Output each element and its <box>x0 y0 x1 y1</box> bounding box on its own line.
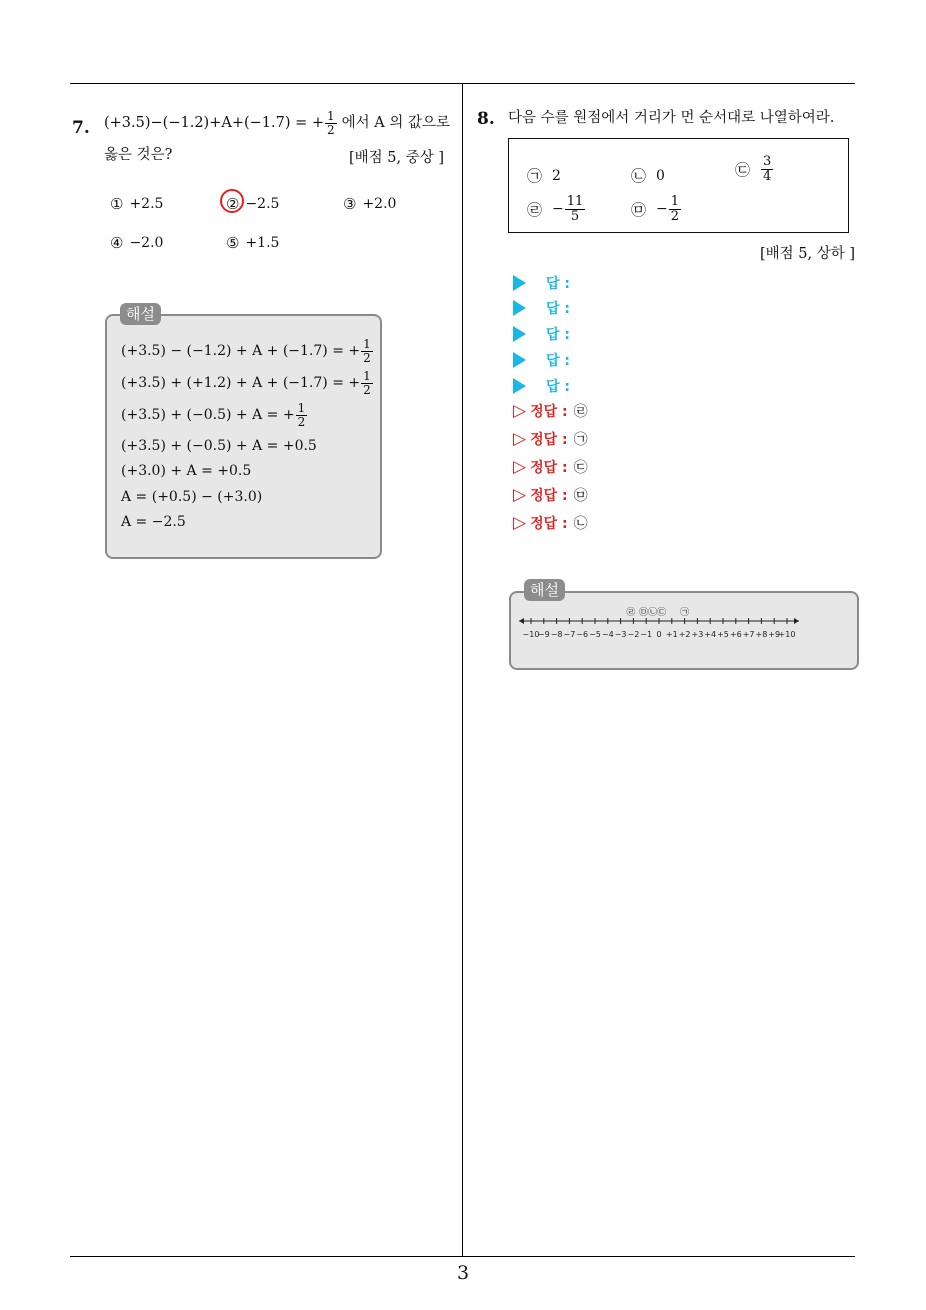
tick-label: −6 <box>576 630 589 639</box>
q8-item-5-fraction <box>669 195 681 223</box>
option-1-value: +2.5 <box>129 196 164 212</box>
answer-label: 답 : <box>546 276 570 292</box>
q8-item-5-marker: ㉤ <box>631 200 647 219</box>
q7-step-3-denominator: 2 <box>297 414 306 429</box>
q8-item-5-sign: − <box>656 201 668 218</box>
tick-label: +6 <box>729 630 742 639</box>
q7-step-2-numerator: 1 <box>363 369 371 383</box>
q7-step-4: (+3.5) + (−0.5) + A = +0.5 <box>121 438 317 454</box>
outline-triangle-icon: ▷ <box>513 457 527 477</box>
correct-label: 정답 : <box>530 488 568 504</box>
q7-stem-line1 <box>104 110 450 136</box>
q7-step-3-numerator: 1 <box>297 401 306 415</box>
q8-item-3-fraction <box>761 155 773 183</box>
q8-item-4-sign: − <box>552 201 564 218</box>
answer-label: 답 : <box>546 301 570 317</box>
q7-step-7: A = −2.5 <box>121 514 186 530</box>
number-line <box>519 609 809 649</box>
correct-value: ㉤ <box>573 488 588 504</box>
tick-label: +8 <box>755 630 768 639</box>
tick-label: −1 <box>640 630 653 639</box>
q8-item-1-value: 2 <box>552 167 561 184</box>
q7-step-3-text: (+3.5) + (−0.5) + A = + <box>121 407 295 424</box>
answer-input-4[interactable] <box>513 350 570 370</box>
play-arrow-icon <box>513 352 526 368</box>
q7-step-2-fraction <box>361 370 373 396</box>
q7-option-4[interactable] <box>110 234 163 252</box>
outline-triangle-icon: ▷ <box>513 485 527 505</box>
number-line-group <box>519 607 799 639</box>
correct-answer-3 <box>513 457 588 477</box>
q8-explanation-tag: 해설 <box>524 579 565 601</box>
correct-value: ㉡ <box>573 516 588 532</box>
q7-fraction-denominator: 2 <box>327 122 335 137</box>
q7-step-5: (+3.0) + A = +0.5 <box>121 463 252 479</box>
q8-item-3-denominator: 4 <box>763 168 772 184</box>
tick-label: +7 <box>742 630 755 639</box>
answer-label: 답 : <box>546 353 570 369</box>
tick-label: −7 <box>563 630 576 639</box>
correct-label: 정답 : <box>530 432 568 448</box>
correct-value: ㉣ <box>573 404 588 420</box>
tick-label: −2 <box>627 630 640 639</box>
arrow-right-icon <box>794 618 799 624</box>
q7-stem-line2: 옳은 것은? <box>104 147 173 163</box>
correct-value: ㉠ <box>573 432 588 448</box>
q7-step-1-fraction <box>361 338 373 364</box>
tick-label: −8 <box>550 630 563 639</box>
q8-number: 8. <box>477 109 495 129</box>
q7-meta: [배점 5, 중상 ] <box>349 150 445 166</box>
correct-answer-4 <box>513 485 588 505</box>
correct-label: 정답 : <box>530 460 568 476</box>
column-divider <box>462 83 463 1257</box>
correct-value: ㉢ <box>573 460 588 476</box>
q8-item-4-denominator: 5 <box>570 208 580 224</box>
option-3-value: +2.0 <box>362 196 397 212</box>
q8-item-5 <box>631 195 682 223</box>
correct-answer-2 <box>513 429 588 449</box>
answer-input-2[interactable] <box>513 298 570 318</box>
answer-input-5[interactable] <box>513 376 570 396</box>
tick-label: −5 <box>589 630 601 639</box>
tick-label: +10 <box>778 630 796 639</box>
tick-label: +5 <box>717 630 729 639</box>
answer-label: 답 : <box>546 327 570 343</box>
q7-option-2[interactable] <box>226 195 279 213</box>
tick-label: −10 <box>522 630 540 639</box>
point-label: ㉣ <box>626 608 636 618</box>
q7-step-2-denominator: 2 <box>363 382 371 397</box>
option-5-value: +1.5 <box>245 235 280 251</box>
play-arrow-icon <box>513 378 526 394</box>
q7-step-6: A = (+0.5) − (+3.0) <box>121 489 263 505</box>
q8-meta: [배점 5, 상하 ] <box>760 246 856 262</box>
correct-answer-5 <box>513 513 588 533</box>
tick-label: −4 <box>601 630 614 639</box>
tick-label: +1 <box>665 630 678 639</box>
q8-explanation-panel <box>509 591 859 670</box>
q8-item-4-numerator: 11 <box>566 194 584 209</box>
answer-input-1[interactable] <box>513 273 570 293</box>
correct-label: 정답 : <box>530 516 568 532</box>
answer-input-3[interactable] <box>513 324 570 344</box>
tick-label: −9 <box>537 630 550 639</box>
play-arrow-icon <box>513 326 526 342</box>
option-2-value: −2.5 <box>245 196 280 212</box>
play-arrow-icon <box>513 275 526 291</box>
point-label: ㉠ <box>680 608 690 618</box>
q7-explanation-tag: 해설 <box>120 303 161 325</box>
q7-fraction <box>325 110 337 136</box>
q8-stem: 다음 수를 원점에서 거리가 먼 순서대로 나열하여라. <box>508 110 835 126</box>
q8-item-2 <box>631 165 665 186</box>
outline-triangle-icon: ▷ <box>513 513 527 533</box>
q7-option-5[interactable] <box>226 234 279 252</box>
outline-triangle-icon: ▷ <box>513 401 527 421</box>
tick-label: +2 <box>678 630 691 639</box>
page-number: 3 <box>456 1262 470 1284</box>
q7-expression: (+3.5)−(−1.2)+A+(−1.7) = + <box>104 114 325 131</box>
q8-item-5-denominator: 2 <box>670 208 680 224</box>
q8-item-3-marker: ㉢ <box>735 160 751 179</box>
q7-number: 7. <box>72 118 90 138</box>
option-3-marker: ③ <box>343 195 357 213</box>
q7-fraction-numerator: 1 <box>327 109 335 123</box>
q7-text-after: 에서 A 의 값으로 <box>341 114 450 131</box>
tick-label: +4 <box>704 630 717 639</box>
q7-step-2 <box>121 370 374 396</box>
q8-item-2-value: 0 <box>656 167 665 184</box>
arrow-left-icon <box>519 618 524 624</box>
q7-explanation-panel <box>105 314 382 559</box>
point-label: ㉤㉡㉢ <box>639 608 667 618</box>
q7-step-1-numerator: 1 <box>363 337 371 351</box>
tick-label: −3 <box>614 630 627 639</box>
correct-label: 정답 : <box>530 404 568 420</box>
q8-item-1-marker: ㉠ <box>527 167 543 185</box>
q8-item-4-fraction <box>565 195 586 223</box>
answer-label: 답 : <box>546 379 570 395</box>
option-1-marker: ① <box>110 195 124 213</box>
tick-label: +9 <box>768 630 781 639</box>
q7-option-1[interactable] <box>110 195 163 213</box>
option-5-marker: ⑤ <box>226 234 240 252</box>
option-2-marker: ② <box>226 195 240 213</box>
q7-step-2-text: (+3.5) + (+1.2) + A + (−1.7) = + <box>121 375 361 392</box>
option-4-value: −2.0 <box>129 235 164 251</box>
q8-item-3-numerator: 3 <box>763 154 772 169</box>
q8-item-1 <box>527 165 561 186</box>
tick-label: +3 <box>691 630 704 639</box>
q7-option-3[interactable] <box>343 195 396 213</box>
play-arrow-icon <box>513 300 526 316</box>
q8-item-4-marker: ㉣ <box>527 200 543 219</box>
q8-item-3 <box>735 155 774 183</box>
q7-step-1-denominator: 2 <box>363 350 371 365</box>
q7-step-1-text: (+3.5) − (−1.2) + A + (−1.7) = + <box>121 343 361 360</box>
tick-label: 0 <box>656 630 662 639</box>
q7-step-3-fraction <box>296 402 308 428</box>
outline-triangle-icon: ▷ <box>513 429 527 449</box>
q8-item-4 <box>527 195 586 223</box>
q7-step-1 <box>121 338 374 364</box>
q8-items-box <box>508 138 849 233</box>
q7-step-3 <box>121 402 308 428</box>
correct-answer-1 <box>513 401 588 421</box>
q8-item-2-marker: ㉡ <box>631 167 647 185</box>
option-4-marker: ④ <box>110 234 124 252</box>
q8-item-5-numerator: 1 <box>670 194 680 209</box>
